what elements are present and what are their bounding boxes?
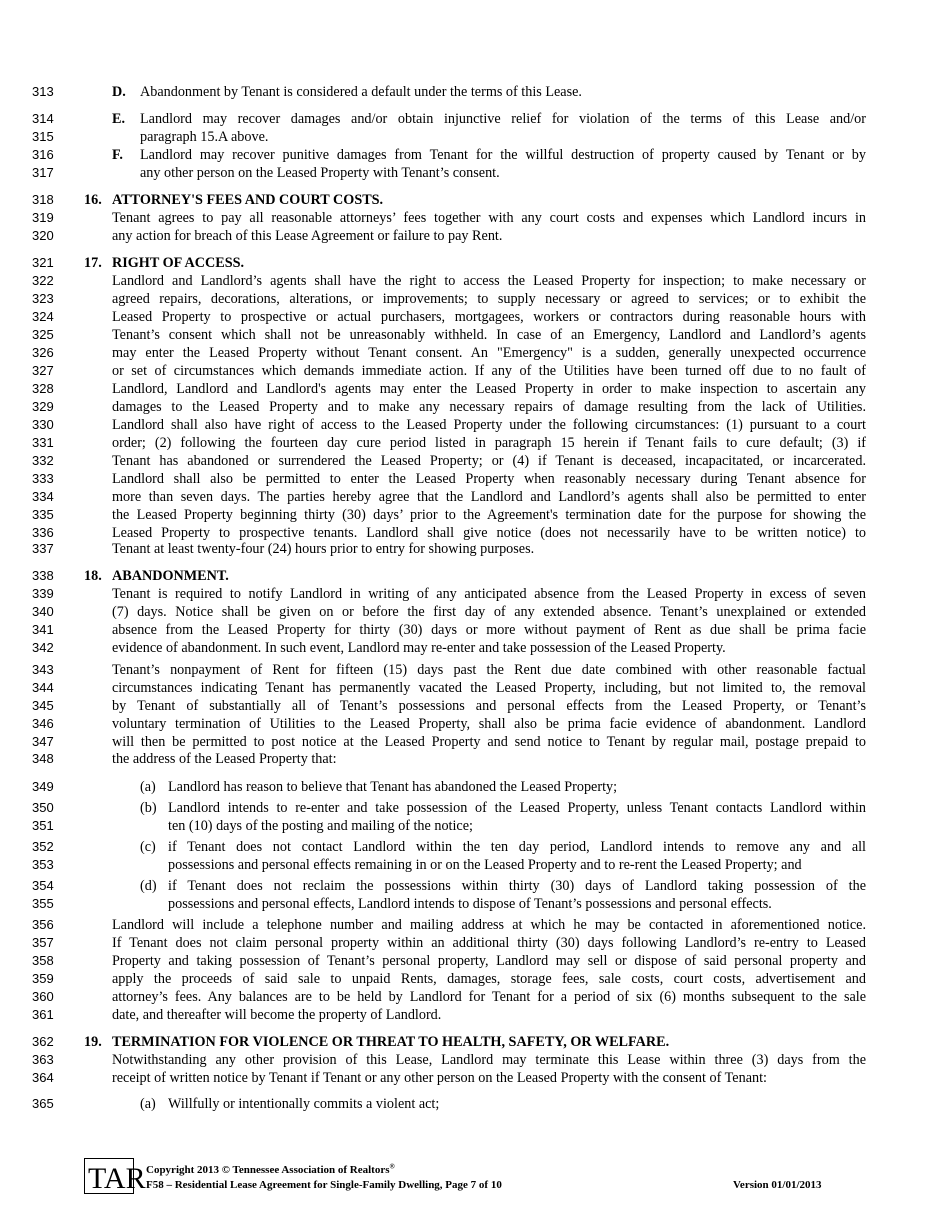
text-line: Tenant’s nonpayment of Rent for fifteen (15) days past the Rent due date combined with other reasonable factual — [112, 662, 866, 678]
item-label: (a) — [140, 1096, 156, 1112]
text-line: paragraph 15.A above. — [140, 129, 269, 145]
line-number: 340 — [32, 604, 54, 619]
line-number: 332 — [32, 453, 54, 468]
text-line: order; (2) following the fourteen day cure period listed in paragraph 15 herein if Tenant fails to cure default; (3) if — [112, 435, 866, 451]
text-line: date, and thereafter will become the property of Landlord. — [112, 1007, 442, 1023]
line-number: 353 — [32, 857, 54, 872]
text-line: the address of the Leased Property that: — [112, 751, 337, 767]
line-number: 335 — [32, 507, 54, 522]
line-number: 323 — [32, 291, 54, 306]
form-title: F58 – Residential Lease Agreement for Single-Family Dwelling, Page 7 of 10 — [146, 1179, 502, 1191]
line-number: 326 — [32, 345, 54, 360]
text-line: Landlord, Landlord and Landlord's agents may enter the Leased Property in order to make inspection to ascertain any — [112, 381, 866, 397]
line-number: 320 — [32, 228, 54, 243]
line-number: 338 — [32, 568, 54, 583]
text-line: voluntary termination of Utilities to the Leased Property, shall also be prima facie evidence of abandonment. Landlord — [112, 716, 866, 732]
copyright-line — [146, 1163, 395, 1177]
line-number: 324 — [32, 309, 54, 324]
text-line: if Tenant does not reclaim the possessions within thirty (30) days of Landlord taking possession of the — [168, 878, 866, 894]
line-number: 350 — [32, 800, 54, 815]
logo-text: TAR — [88, 1162, 146, 1195]
text-line: by Tenant of substantially all of Tenant’s possessions and personal effects from the Leased Property, or Tenant’s — [112, 698, 866, 714]
item-label: 16. — [84, 192, 102, 208]
line-number: 356 — [32, 917, 54, 932]
text-line: may enter the Leased Property without Tenant consent. An "Emergency" is a sudden, generally unexpected occurrence — [112, 345, 866, 361]
line-number: 352 — [32, 839, 54, 854]
line-number: 361 — [32, 1007, 54, 1022]
item-label: F. — [112, 147, 123, 163]
line-number: 349 — [32, 779, 54, 794]
text-line: any other person on the Leased Property with Tenant’s consent. — [140, 165, 500, 181]
line-number: 360 — [32, 989, 54, 1004]
text-line: Landlord shall also have right of access to the Leased Property under the following circumstances: (1) pursuant to a court — [112, 417, 866, 433]
text-line: Landlord intends to re-enter and take possession of the Leased Property, unless Tenant contacts Landlord within — [168, 800, 866, 816]
text-line: Landlord has reason to believe that Tenant has abandoned the Leased Property; — [168, 779, 618, 795]
section-heading: TERMINATION FOR VIOLENCE OR THREAT TO HEALTH, SAFETY, OR WELFARE. — [112, 1034, 670, 1050]
text-line: possessions and personal effects, Landlord intends to dispose of Tenant’s possessions and personal effects. — [168, 896, 772, 912]
item-label: (a) — [140, 779, 156, 795]
line-number: 351 — [32, 818, 54, 833]
line-number: 317 — [32, 165, 54, 180]
item-label: 18. — [84, 568, 102, 584]
line-number: 344 — [32, 680, 54, 695]
line-number: 331 — [32, 435, 54, 450]
line-number: 330 — [32, 417, 54, 432]
text-line: Landlord may recover punitive damages from Tenant for the willful destruction of property caused by Tenant or by — [140, 147, 866, 163]
text-line: possessions and personal effects remaining in or on the Leased Property and to re-rent the Leased Property; and — [168, 857, 802, 873]
line-number: 354 — [32, 878, 54, 893]
item-label: (d) — [140, 878, 157, 894]
text-line: Landlord will include a telephone number and mailing address at which he may be contacted in aforementioned notice. — [112, 917, 866, 933]
line-number: 328 — [32, 381, 54, 396]
line-number: 348 — [32, 751, 54, 766]
text-line: agreed repairs, decorations, alterations, or improvements; to supply necessary or agreed to services; or to exhibit the — [112, 291, 866, 307]
line-number: 358 — [32, 953, 54, 968]
text-line: Tenant is required to notify Landlord in writing of any anticipated absence from the Leased Property in excess of seven — [112, 586, 866, 602]
item-label: E. — [112, 111, 126, 127]
line-number: 314 — [32, 111, 54, 126]
text-line: Notwithstanding any other provision of this Lease, Landlord may terminate this Lease within three (3) days from the — [112, 1052, 866, 1068]
copyright-text: Copyright 2013 © Tennessee Association of Realtors — [146, 1164, 390, 1176]
line-number: 364 — [32, 1070, 54, 1085]
text-line: evidence of abandonment. In such event, Landlord may re-enter and take possession of the Leased Property. — [112, 640, 726, 656]
line-number: 336 — [32, 525, 54, 540]
text-line: (7) days. Notice shall be given on or before the first day of any extended absence. Tenant’s unexplained or extended — [112, 604, 866, 620]
item-label: 17. — [84, 255, 102, 271]
version-label: Version 01/01/2013 — [733, 1179, 822, 1191]
line-number: 322 — [32, 273, 54, 288]
text-line: or set of circumstances which demands immediate action. If any of the Utilities have been turned off due to no fault of — [112, 363, 866, 379]
line-number: 347 — [32, 734, 54, 749]
line-number: 363 — [32, 1052, 54, 1067]
section-heading: ABANDONMENT. — [112, 568, 229, 584]
line-number: 319 — [32, 210, 54, 225]
line-number: 316 — [32, 147, 54, 162]
text-line: Tenant at least twenty-four (24) hours prior to entry for showing purposes. — [112, 541, 535, 557]
item-label: D. — [112, 84, 126, 100]
registered-mark: ® — [389, 1162, 395, 1171]
text-line: Leased Property to prospective or actual purchasers, mortgagees, workers or contractors during reasonable hours with — [112, 309, 866, 325]
line-number: 318 — [32, 192, 54, 207]
line-number: 334 — [32, 489, 54, 504]
text-line: if Tenant does not contact Landlord within the ten day period, Landlord intends to remove any and all — [168, 839, 866, 855]
line-number: 339 — [32, 586, 54, 601]
line-number: 355 — [32, 896, 54, 911]
item-label: (b) — [140, 800, 157, 816]
line-number: 343 — [32, 662, 54, 677]
text-line: Landlord shall also be permitted to enter the Leased Property when reasonably necessary during Tenant absence for — [112, 471, 866, 487]
text-line: Tenant’s consent which shall not be unreasonably withheld. In case of an Emergency, Landlord and Landlord’s agents — [112, 327, 866, 343]
line-number: 315 — [32, 129, 54, 144]
item-label: 19. — [84, 1034, 102, 1050]
text-line: Landlord may recover damages and/or obtain injunctive relief for violation of the terms of this Lease and/or — [140, 111, 866, 127]
line-number: 365 — [32, 1096, 54, 1111]
line-number: 346 — [32, 716, 54, 731]
text-line: Landlord and Landlord’s agents shall have the right to access the Leased Property for inspection; to make necessary or — [112, 273, 866, 289]
line-number: 337 — [32, 541, 54, 556]
text-line: damages to the Leased Property and to make any necessary repairs of damage resulting from the lack of Utilities. — [112, 399, 866, 415]
text-line: If Tenant does not claim personal property within an additional thirty (30) days following Landlord’s re-entry to Leased — [112, 935, 866, 951]
text-line: receipt of written notice by Tenant if Tenant or any other person on the Leased Property with the consent of Tenant: — [112, 1070, 767, 1086]
text-line: Abandonment by Tenant is considered a default under the terms of this Lease. — [140, 84, 582, 100]
line-number: 342 — [32, 640, 54, 655]
line-number: 325 — [32, 327, 54, 342]
text-line: Willfully or intentionally commits a violent act; — [168, 1096, 440, 1112]
line-number: 357 — [32, 935, 54, 950]
item-label: (c) — [140, 839, 156, 855]
section-heading: RIGHT OF ACCESS. — [112, 255, 245, 271]
line-number: 362 — [32, 1034, 54, 1049]
text-line: apply the proceeds of said sale to unpaid Rents, damages, storage fees, sale costs, court costs, advertisement and — [112, 971, 866, 987]
text-line: Tenant agrees to pay all reasonable attorneys’ fees together with any court costs and expenses which Landlord incurs in — [112, 210, 866, 226]
line-number: 313 — [32, 84, 54, 99]
section-heading: ATTORNEY'S FEES AND COURT COSTS. — [112, 192, 384, 208]
text-line: will then be permitted to post notice at the Leased Property and send notice to Tenant by regular mail, postage prepaid to — [112, 734, 866, 750]
text-line: the Leased Property beginning thirty (30) days’ prior to the Agreement's termination date for the purpose for showing the — [112, 507, 866, 523]
text-line: ten (10) days of the posting and mailing of the notice; — [168, 818, 473, 834]
line-number: 345 — [32, 698, 54, 713]
line-number: 329 — [32, 399, 54, 414]
text-line: Property and taking possession of Tenant’s personal property, Landlord may sell or dispose of said personal property and — [112, 953, 866, 969]
text-line: more than seven days. The parties hereby agree that the Landlord and Landlord’s agents shall also be permitted to enter — [112, 489, 866, 505]
text-line: Tenant has abandoned or surrendered the Leased Property; or (4) if Tenant is deceased, incapacitated, or incarcerated. — [112, 453, 866, 469]
line-number: 359 — [32, 971, 54, 986]
tar-logo — [84, 1158, 146, 1195]
line-number: 327 — [32, 363, 54, 378]
line-number: 341 — [32, 622, 54, 637]
text-line: circumstances indicating Tenant has permanently vacated the Leased Property, including, but not limited to, the removal — [112, 680, 866, 696]
text-line: attorney’s fees. Any balances are to be held by Landlord for Tenant for a period of six (6) months subsequent to the sale — [112, 989, 866, 1005]
line-number: 321 — [32, 255, 54, 270]
text-line: any action for breach of this Lease Agreement or failure to pay Rent. — [112, 228, 503, 244]
text-line: absence from the Leased Property for thirty (30) days or more without payment of Rent as due shall be prima facie — [112, 622, 866, 638]
line-number: 333 — [32, 471, 54, 486]
text-line: Leased Property to prospective tenants. Landlord shall give notice (does not necessarily have to be written notice) to — [112, 525, 866, 541]
